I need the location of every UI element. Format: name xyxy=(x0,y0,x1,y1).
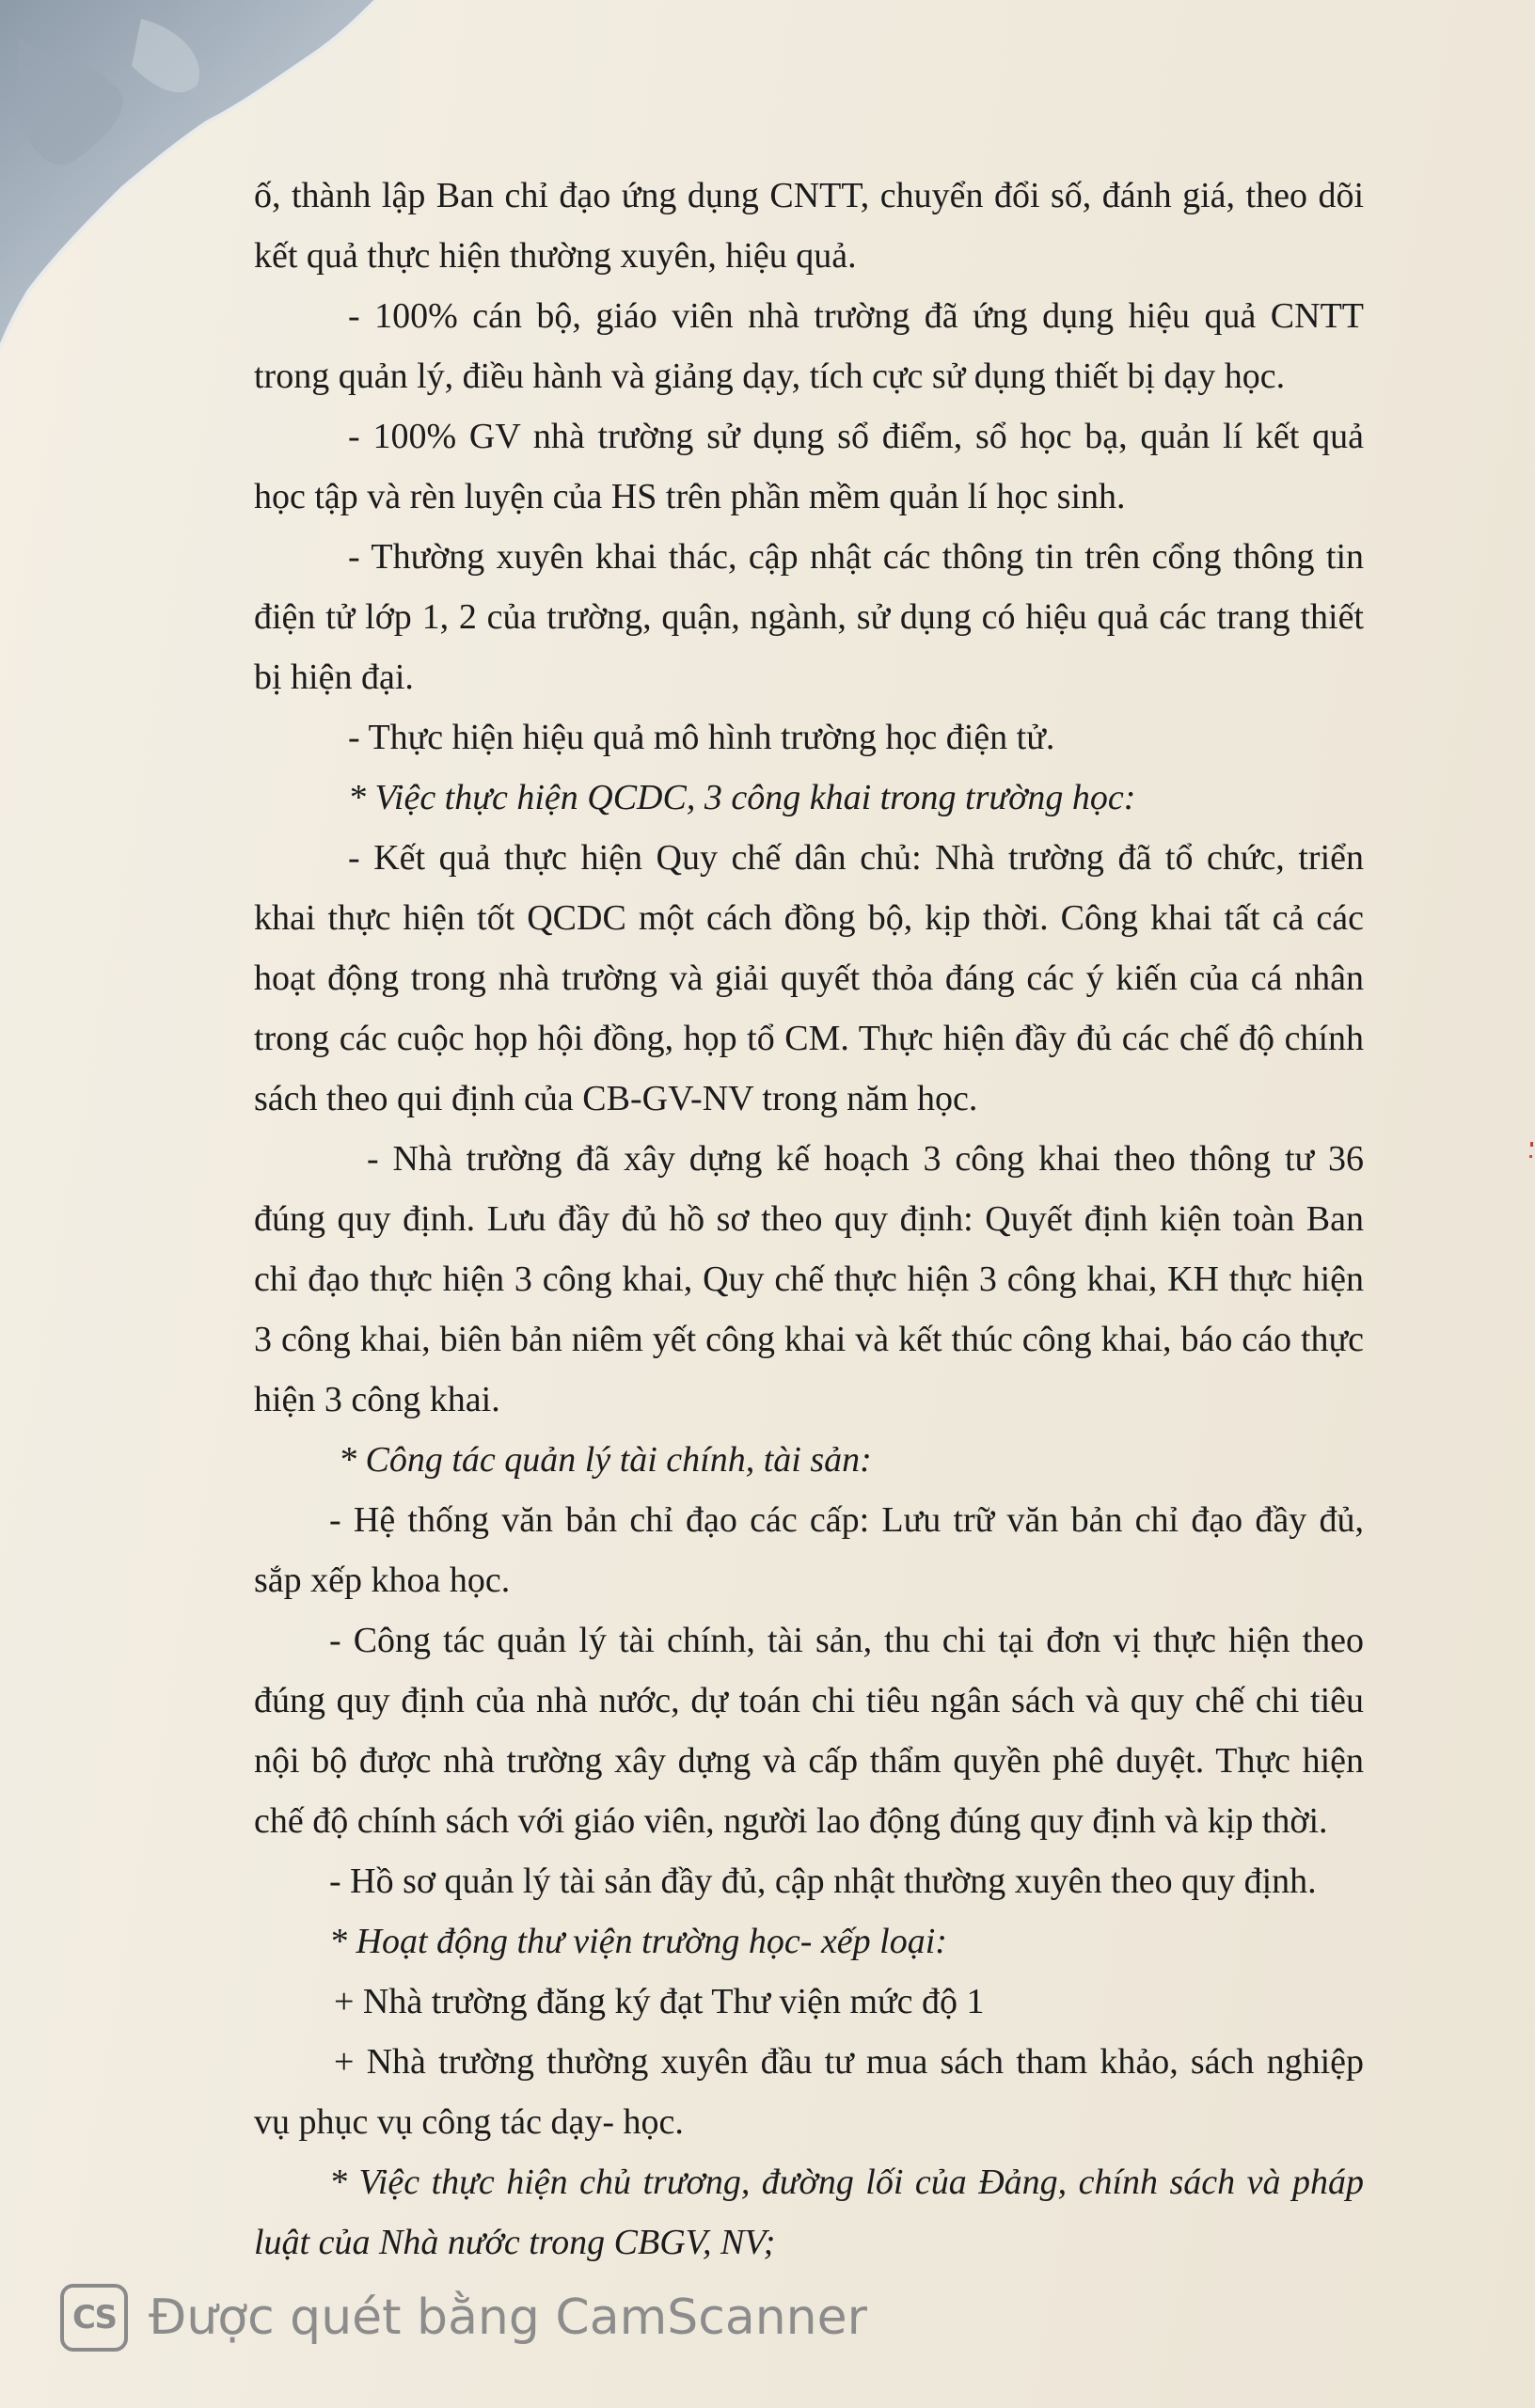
text-line: - Kết quả thực hiện Quy chế dân chủ: Nhà trường đã tổ chức, triển xyxy=(348,838,1364,878)
text-line: ố, thành lập Ban chỉ đạo ứng dụng CNTT, chuyển đổi số, đánh giá, theo dõi xyxy=(254,176,1364,215)
text-line: * Việc thực hiện QCDC, 3 công khai trong trường học: xyxy=(348,778,1136,817)
text-line: - 100% cán bộ, giáo viên nhà trường đã ứng dụng hiệu quả CNTT xyxy=(348,296,1364,336)
text-line: - Thực hiện hiệu quả mô hình trường học điện tử. xyxy=(348,718,1055,757)
text-line: * Hoạt động thư viện trường học- xếp loại: xyxy=(329,1922,947,1961)
margin-mark xyxy=(1530,1142,1533,1147)
text-line: 3 công khai, biên bản niêm yết công khai và kết thúc công khai, báo cáo thực xyxy=(254,1320,1364,1359)
text-line: - Hồ sơ quản lý tài sản đầy đủ, cập nhật thường xuyên theo quy định. xyxy=(329,1861,1317,1901)
text-line: sắp xếp khoa học. xyxy=(254,1560,511,1600)
text-line: - Hệ thống văn bản chỉ đạo các cấp: Lưu trữ văn bản chỉ đạo đầy đủ, xyxy=(329,1500,1364,1540)
text-line: nội bộ được nhà trường xây dựng và cấp thẩm quyền phê duyệt. Thực hiện xyxy=(254,1741,1364,1781)
margin-mark xyxy=(1529,1155,1532,1158)
text-line: * Công tác quản lý tài chính, tài sản: xyxy=(339,1440,872,1480)
text-line: chỉ đạo thực hiện 3 công khai, Quy chế thực hiện 3 công khai, KH thực hiện xyxy=(254,1259,1364,1299)
text-line: đúng quy định của nhà nước, dự toán chi tiêu ngân sách và quy chế chi tiêu xyxy=(254,1681,1364,1720)
text-line: kết quả thực hiện thường xuyên, hiệu quả. xyxy=(254,236,857,276)
text-line: học tập và rèn luyện của HS trên phần mềm quản lí học sinh. xyxy=(254,477,1126,516)
document-body xyxy=(254,166,1364,2273)
text-line: khai thực hiện tốt QCDC một cách đồng bộ, kịp thời. Công khai tất cả các xyxy=(254,898,1364,938)
text-line: trong các cuộc họp hội đồng, họp tổ CM. Thực hiện đầy đủ các chế độ chính xyxy=(254,1019,1364,1058)
watermark-text: Được quét bằng CamScanner xyxy=(149,2289,868,2346)
text-line: bị hiện đại. xyxy=(254,657,414,697)
text-line: đúng quy định. Lưu đầy đủ hồ sơ theo quy định: Quyết định kiện toàn Ban xyxy=(254,1199,1364,1239)
camscanner-logo-icon: CS xyxy=(60,2284,128,2352)
text-line: hoạt động trong nhà trường và giải quyết thỏa đáng các ý kiến của cá nhân xyxy=(254,958,1364,998)
text-line: - Công tác quản lý tài chính, tài sản, thu chi tại đơn vị thực hiện theo xyxy=(329,1621,1364,1660)
text-line: hiện 3 công khai. xyxy=(254,1380,500,1419)
text-line: sách theo qui định của CB-GV-NV trong năm học. xyxy=(254,1079,978,1118)
text-line: - Nhà trường đã xây dựng kế hoạch 3 công khai theo thông tư 36 xyxy=(367,1139,1364,1179)
text-line: + Nhà trường đăng ký đạt Thư viện mức độ 1 xyxy=(334,1982,985,2021)
text-line: trong quản lý, điều hành và giảng dạy, tích cực sử dụng thiết bị dạy học. xyxy=(254,356,1286,396)
text-line: vụ phục vụ công tác dạy- học. xyxy=(254,2102,684,2142)
text-line: * Việc thực hiện chủ trương, đường lối của Đảng, chính sách và pháp xyxy=(329,2162,1364,2202)
text-line: + Nhà trường thường xuyên đầu tư mua sách tham khảo, sách nghiệp xyxy=(334,2042,1364,2082)
text-line: - 100% GV nhà trường sử dụng sổ điểm, sổ học bạ, quản lí kết quả xyxy=(348,417,1364,456)
camscanner-watermark xyxy=(60,2280,867,2355)
text-line: - Thường xuyên khai thác, cập nhật các thông tin trên cổng thông tin xyxy=(348,537,1364,577)
text-line: điện tử lớp 1, 2 của trường, quận, ngành, sử dụng có hiệu quả các trang thiết xyxy=(254,597,1364,637)
text-line: luật của Nhà nước trong CBGV, NV; xyxy=(254,2223,776,2262)
text-line: chế độ chính sách với giáo viên, người lao động đúng quy định và kịp thời. xyxy=(254,1801,1328,1841)
